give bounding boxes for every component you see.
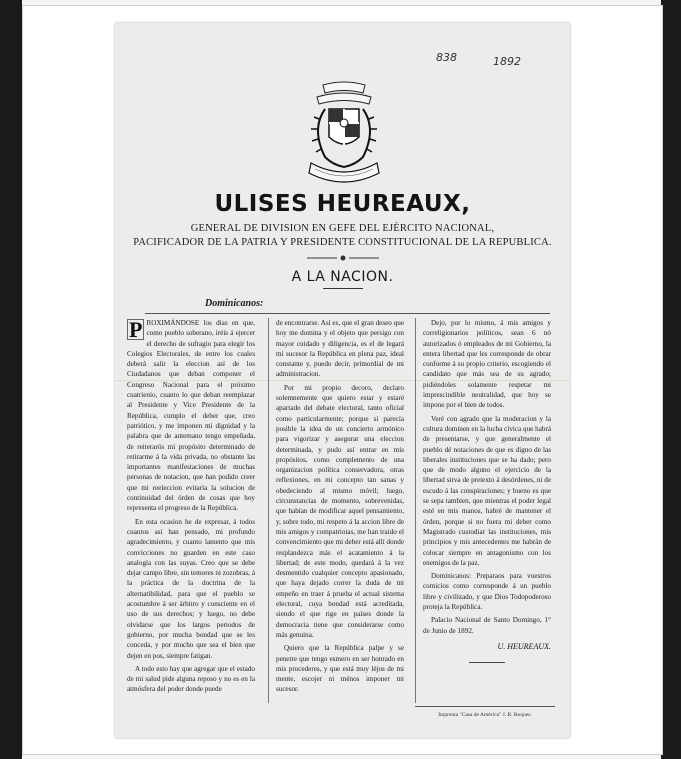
- paragraph: Dejo, por lo mismo, á mis amigos y correligionarios políticos, sean 6 nó autorizados ó empleados de mi Gobierno, la entera libertad que les corresponde de obrar conforme á su propio criterio, escogiendo el candidato que más sea de su agrado; pidiéndoles solamente respetar mi imprescindible neutralidad, que hoy se impone por el bien de todos.: [423, 319, 551, 410]
- address-heading: A LA NACION.: [291, 269, 394, 285]
- top-rule: [145, 313, 550, 314]
- ornament-divider: [307, 255, 379, 261]
- paragraph: Veré con agrado que la moderacion y la cultura dominen en la lucha cívica que habrá de presentarse, y que generalmente el pueblo dé notaciones de que es digno de las liberales instituciones que se ha dado; pero que de modo alguno el ejercicio de la libertad sirva de pretexto á desórdenes, ni de escudo á las conspiraciones; y bueno es que se sepa tambien, que mientras el poder legal esté en mis manos, habré de mantener el órden, porque si no fuera mi deber como Magistrado custodiar las instituciones, mis principios y mis antecedentes me habrán de colocar siempre en antagonismo con los enemigos de la paz.: [423, 414, 551, 567]
- text-column-3: [423, 318, 551, 663]
- place-and-date: Palacio Nacional de Santo Domingo, 1° de Junio de 1892.: [423, 616, 551, 635]
- paragraph-text: ROXIMÁNDOSE los dias en que, como pueblo soberano, iréis á ejercer el derecho de sufragio para elegir los Colegios Electorales, de entre los cuales deberá salir la eleccion así de los Ciudadanos que deban componer el Congreso Nacional para el próximo cuatrienio, cuanto lo que deban reemplazar al Presidente y Vice Presidente de la República, cumplo el deber que, creo patriótico, y me imponen mi dignidad y la palabra que de antemano tengo empeñada, de reiterarós mi propósito determinado de retirarme á la vida privada, no obstante las importantes manifestaciones de muchas personas de notacion, que han podido creer que mi reeleccion evitaría la solucion de continuidad del órden de cosas que hoy representa el progreso de la República.: [127, 319, 255, 513]
- handwritten-number: 838: [436, 51, 457, 64]
- scan-edge-left: [0, 0, 22, 759]
- coat-of-arms-seal: [303, 79, 385, 191]
- printer-imprint: Imprenta "Casa de América" J. R. Roques.: [438, 712, 532, 718]
- bottom-rule: [415, 706, 555, 707]
- subtitle-line-1: GENERAL DE DIVISION EN GEFE DEL EJÉRCITO NACIONAL,: [190, 223, 495, 234]
- text-column-2: [276, 318, 404, 698]
- column-rule-2: [415, 318, 416, 703]
- paragraph: de encontrarse. Así es, que el gran deseo que hoy me domina y el objeto que persigo con mayor cuidado y diligencia, es el de legará mi sucesor la República en plena paz, ideal constante y, puedo decir, primordial de mi administracion.: [276, 319, 404, 379]
- subtitle-line-2: PACIFICADOR DE LA PATRIA Y PRESIDENTE CONSTITUCIONAL DE LA REPUBLICA.: [133, 237, 552, 248]
- drop-cap: P: [129, 317, 143, 342]
- paragraph: A todo esto hay que agregar que el estado de mi salud pide alguna reposo y no es en la atmósfera del poder donde puede: [127, 664, 255, 694]
- paragraph: En esta ocasion he de expresar, á todos cuantos así han pensado, mi profundo agradecimiento, y cuanto lamento que mis convicciones no guarden en este caso analogía con las suyas. Creo que se debe dejar campo libre, sin temores ni zozobras, á la práctica de la doctrina de la alternatibilidad, para que el pueblo se acostumbre á ser árbitro y consciente en el uso de sus derechos; y luego, no debe olvidarse que los largos periodos de gobierno, por mucha bondad que se les conceda, y por mucho que sea el bien que dejen en pos, siempre fatigan.: [127, 517, 255, 660]
- signature: U. HEUREAUX.: [497, 642, 551, 652]
- text-column-1: [127, 318, 255, 698]
- paragraph: Por mi propio decoro, declaro solemnemente que quiero estar y estaré apartado del debate electoral, tanto oficial como particularmente; porque si parecía posible la idea de un concierto armónico para vigorizar y asegurar una eleccion determinada, y pudo así entrar en mis propósitos, como complemento de una organizacion política conservadora, otras reflexiones, en mi concepto tan sanas y obedeciendo al mismo móvil; luego, circunstancias de momento, sobrevenidas, que habían de modificar aquel pensamiento, y, sobre todo, mi respeto á la accion libre de mis amigos y compatriotas, me han traido el convencimiento que mi deber está allí donde resplandezca más el acatamiento á la libertad; de este modo, quedará á la vez desmentido cualquier concepto apasionado, que haya dejado correr la duda de mi empeño en traer á prueba el actual sistema electoral, cuya bondad está acreditada, siendo el que rige en países donde la democracia tiene que considerarse como más genuina.: [276, 383, 404, 639]
- document-title: ULISES HEUREAUX,: [214, 191, 471, 217]
- paragraph: Quiero que la República palpe y se penetre que tengo esmero en ser honrado en mis procederes, y que está muy léjos de mi mente, escojer ni ménos imponer mi sucesor.: [276, 644, 404, 694]
- paragraph: Dominicanos: Preparaos para vuestros comicios como corresponde á un pueblo libre y civilizado, y que Dios Todopoderoso proteja la República.: [423, 572, 551, 612]
- column-rule-1: [268, 318, 269, 703]
- document-sheet: [115, 23, 570, 738]
- salutation: Dominicanos:: [205, 298, 264, 309]
- heading-underline: [323, 288, 363, 289]
- handwritten-year: 1892: [493, 55, 521, 68]
- signature-rule: [469, 662, 505, 663]
- scan-edge-right: [661, 0, 681, 759]
- paragraph: [127, 318, 255, 514]
